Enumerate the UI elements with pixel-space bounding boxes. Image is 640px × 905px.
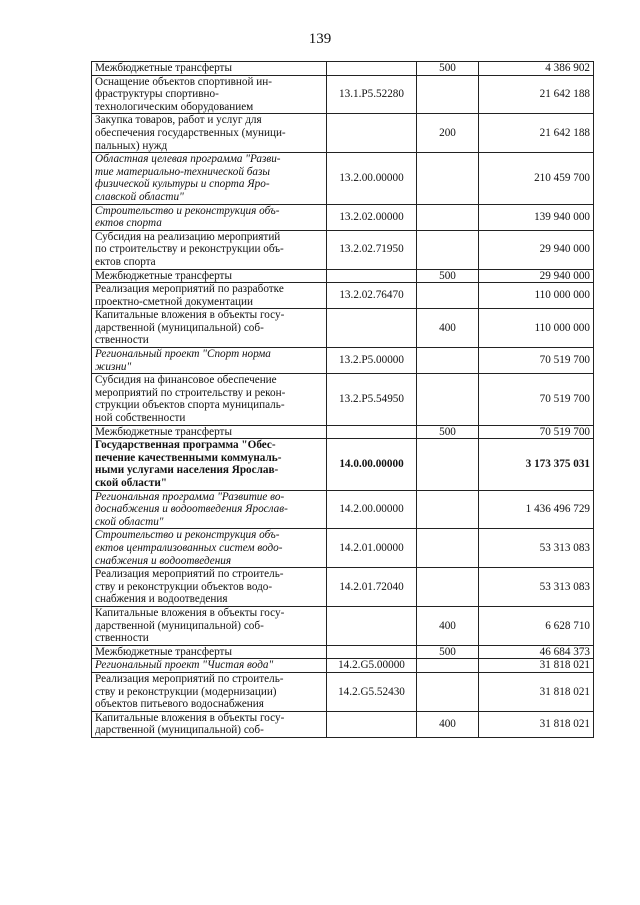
row-code-cell <box>327 114 417 153</box>
row-name-cell: Оснащение объектов спортивной ин- фраструктуры спортивно- технологическим оборудованием <box>92 75 327 114</box>
row-type-cell <box>417 568 479 607</box>
row-type-cell <box>417 230 479 269</box>
row-code-cell <box>327 645 417 659</box>
row-type-cell <box>417 75 479 114</box>
row-name-cell: Межбюджетные трансферты <box>92 425 327 439</box>
row-name-cell: Реализация мероприятий по разработке проектно-сметной документации <box>92 283 327 309</box>
row-type-cell <box>417 672 479 711</box>
row-sum-cell: 110 000 000 <box>479 309 594 348</box>
row-sum-cell: 110 000 000 <box>479 283 594 309</box>
row-name-cell: Реализация мероприятий по строитель- ству и реконструкции (модернизации) объектов питьевого водоснабжения <box>92 672 327 711</box>
row-name-cell: Региональный проект "Спорт норма жизни" <box>92 348 327 374</box>
row-type-cell: 500 <box>417 269 479 283</box>
table-row <box>92 672 594 711</box>
row-name-cell: Областная целевая программа "Разви- тие материально-технической базы физической культуры и спорта Яро- славской области" <box>92 153 327 204</box>
row-type-cell <box>417 529 479 568</box>
row-name-cell: Строительство и реконструкция объ- ектов спорта <box>92 204 327 230</box>
table-row <box>92 283 594 309</box>
table-row <box>92 568 594 607</box>
row-code-cell: 14.2.G5.52430 <box>327 672 417 711</box>
row-name-cell: Строительство и реконструкция объ- ектов централизованных систем водо- снабжения и водоотведения <box>92 529 327 568</box>
table-row <box>92 374 594 425</box>
row-code-cell: 13.2.Р5.00000 <box>327 348 417 374</box>
row-sum-cell: 31 818 021 <box>479 672 594 711</box>
row-name-cell: Региональный проект "Чистая вода" <box>92 659 327 673</box>
row-name-cell: Капитальные вложения в объекты госу- дарственной (муниципальной) соб- ственности <box>92 606 327 645</box>
row-type-cell <box>417 659 479 673</box>
row-sum-cell: 21 642 188 <box>479 75 594 114</box>
row-type-cell: 500 <box>417 645 479 659</box>
row-code-cell: 13.2.02.71950 <box>327 230 417 269</box>
row-type-cell: 500 <box>417 425 479 439</box>
row-name-cell: Межбюджетные трансферты <box>92 645 327 659</box>
row-type-cell <box>417 204 479 230</box>
row-type-cell <box>417 439 479 490</box>
page-number: 139 <box>308 31 332 47</box>
row-sum-cell: 70 519 700 <box>479 425 594 439</box>
table-row <box>92 606 594 645</box>
row-sum-cell: 31 818 021 <box>479 659 594 673</box>
row-name-cell: Реализация мероприятий по строитель- ству и реконструкции объектов водо- снабжения и водоотведения <box>92 568 327 607</box>
row-sum-cell: 53 313 083 <box>479 568 594 607</box>
row-type-cell: 400 <box>417 309 479 348</box>
row-type-cell: 200 <box>417 114 479 153</box>
table-row <box>92 153 594 204</box>
row-type-cell <box>417 153 479 204</box>
row-sum-cell: 139 940 000 <box>479 204 594 230</box>
row-name-cell: Региональная программа "Развитие во- доснабжения и водоотведения Ярослав- ской области" <box>92 490 327 529</box>
row-sum-cell: 46 684 373 <box>479 645 594 659</box>
row-type-cell <box>417 374 479 425</box>
row-sum-cell: 70 519 700 <box>479 374 594 425</box>
row-code-cell <box>327 62 417 76</box>
row-code-cell: 14.2.G5.00000 <box>327 659 417 673</box>
row-name-cell: Закупка товаров, работ и услуг для обеспечения государственных (муници- пальных) нужд <box>92 114 327 153</box>
row-code-cell: 13.2.02.00000 <box>327 204 417 230</box>
budget-table-body <box>92 62 594 738</box>
row-sum-cell: 29 940 000 <box>479 230 594 269</box>
table-row <box>92 269 594 283</box>
row-name-cell: Государственная программа "Обес- печение качественными коммуналь- ными услугами населения Ярослав- ской области" <box>92 439 327 490</box>
table-row <box>92 659 594 673</box>
row-type-cell: 400 <box>417 606 479 645</box>
row-sum-cell: 21 642 188 <box>479 114 594 153</box>
table-row <box>92 114 594 153</box>
row-sum-cell: 31 818 021 <box>479 711 594 737</box>
row-code-cell: 13.2.00.00000 <box>327 153 417 204</box>
table-row <box>92 75 594 114</box>
row-name-cell: Межбюджетные трансферты <box>92 269 327 283</box>
table-row <box>92 62 594 76</box>
row-code-cell: 13.2.02.76470 <box>327 283 417 309</box>
row-name-cell: Субсидия на реализацию мероприятий по строительству и реконструкции объ- ектов спорта <box>92 230 327 269</box>
row-name-cell: Межбюджетные трансферты <box>92 62 327 76</box>
row-sum-cell: 6 628 710 <box>479 606 594 645</box>
row-sum-cell: 29 940 000 <box>479 269 594 283</box>
table-row <box>92 309 594 348</box>
row-code-cell <box>327 711 417 737</box>
row-sum-cell: 70 519 700 <box>479 348 594 374</box>
row-code-cell: 14.0.00.00000 <box>327 439 417 490</box>
row-code-cell <box>327 606 417 645</box>
table-row <box>92 230 594 269</box>
row-type-cell <box>417 490 479 529</box>
table-row <box>92 529 594 568</box>
table-row <box>92 425 594 439</box>
row-type-cell: 500 <box>417 62 479 76</box>
row-sum-cell: 4 386 902 <box>479 62 594 76</box>
row-code-cell: 14.2.01.72040 <box>327 568 417 607</box>
row-sum-cell: 53 313 083 <box>479 529 594 568</box>
row-type-cell <box>417 283 479 309</box>
row-name-cell: Капитальные вложения в объекты госу- дарственной (муниципальной) соб- ственности <box>92 309 327 348</box>
row-sum-cell: 3 173 375 031 <box>479 439 594 490</box>
row-code-cell <box>327 309 417 348</box>
row-sum-cell: 210 459 700 <box>479 153 594 204</box>
row-code-cell <box>327 425 417 439</box>
table-row <box>92 204 594 230</box>
row-name-cell: Капитальные вложения в объекты госу- дарственной (муниципальной) соб- <box>92 711 327 737</box>
row-code-cell: 14.2.01.00000 <box>327 529 417 568</box>
row-type-cell <box>417 348 479 374</box>
row-code-cell: 14.2.00.00000 <box>327 490 417 529</box>
table-row <box>92 490 594 529</box>
table-row <box>92 348 594 374</box>
row-code-cell: 13.1.Р5.52280 <box>327 75 417 114</box>
row-code-cell: 13.2.Р5.54950 <box>327 374 417 425</box>
row-code-cell <box>327 269 417 283</box>
table-row <box>92 645 594 659</box>
table-row <box>92 439 594 490</box>
row-sum-cell: 1 436 496 729 <box>479 490 594 529</box>
row-name-cell: Субсидия на финансовое обеспечение мероприятий по строительству и рекон- струкции объектов спорта муниципаль- ной собственности <box>92 374 327 425</box>
budget-table <box>91 61 594 738</box>
table-row <box>92 711 594 737</box>
row-type-cell: 400 <box>417 711 479 737</box>
